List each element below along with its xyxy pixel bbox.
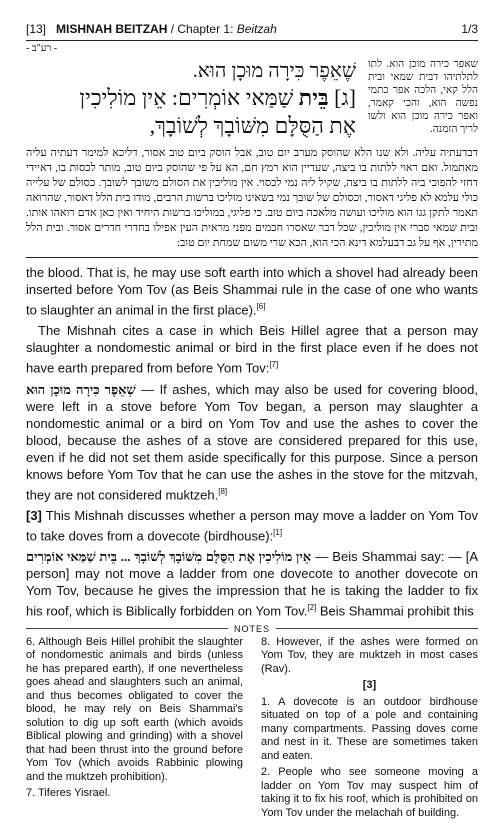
header-chapter: / Chapter 1: bbox=[170, 22, 237, 36]
footnote-ref: [6] bbox=[256, 302, 266, 311]
header-tractate: Beitzah bbox=[236, 22, 277, 36]
notes-section-label: [3] bbox=[362, 679, 377, 692]
hebrew-side-commentary: שאפר כירה מוכן הוא. לתו לתלתיהו דבית שמאי ובית הלל קאי, הלכה אפר כתמי נפשה הוא, והכי קאמר, ואפר כירה מוכן הוא ולשו לריך הזמנה. bbox=[368, 59, 478, 135]
note-1: 1. A dovecote is an outdoor birdhouse situated on top of a pole and containing many compartments. Passing doves come and nest in it. These are sometimes taken and eaten. bbox=[261, 695, 478, 762]
english-paragraph bbox=[26, 322, 478, 376]
rav-label: - רע"ב - bbox=[26, 43, 58, 54]
hebrew-commentary: דבדעתיה עליה. ולא שנו הלא שהוסק מערב יום טוב, אבל הוסק ביום טוב אסור, דליכא למימר דעתיה עליה מאתמול. ואם ראוי ללתות בו ביצה, שעדיין הוא רמץ חם, הא על פי שהוסק ביום טוב, מותר לכסות בו, דאיידי דחזי להפוכי ביה ללתות בו ביצה, שקיל ליה נמי לכסוי. אין מוליכין את הסולם משובך לשובך. כסולם של עלייה כולי עלמא לא פליגי דאסור, וכסולם של שובך נמי בשאינו מוליכו ברשות הרבים, מודו בית הלל דאסור, שהרואה תאמר לתקן גגו הוא מוליכו ועושה מלאכה ביום טוב. כי פליגי, במוליכו ברשות היחיד ואין כאן אדם רואהו אותו. ובית שמאי סברי אין מוליכין, שכל דבר שאסרו חכמים מפני מראית העין אפילו בחדרי חדרים אסור. ובית הלל מתירין, אף על גב דבעלמא דינא הכי הוא, הכא שרי משום שמחת יום טוב: bbox=[26, 146, 478, 258]
english-text: This Mishnah discusses whether a person may move a ladder on Yom Tov to take doves from a dovecote (birdhouse): bbox=[26, 507, 478, 544]
section-label: [3] bbox=[26, 507, 42, 523]
mishnah-line-1: שֶׁאֵפֶר כִּירָה מוּכָן הוּא. bbox=[192, 60, 356, 82]
mishnah-bold-word: בֵּית bbox=[298, 85, 329, 110]
note-8: 8. However, if the ashes were formed on Yom Tov, they are muktzeh in most cases (Rav). bbox=[261, 635, 478, 675]
mishnah-label: [ג] bbox=[334, 85, 356, 110]
mishnah-line-3: אֶת הַסֻּלָּם מִשּׁוֹבָךְ לְשׁוֹבָךְ, bbox=[149, 113, 356, 138]
notes-label: NOTES bbox=[234, 623, 271, 634]
english-paragraph bbox=[26, 507, 478, 544]
hebrew-lemma: אֵין מוֹלִיכִין אֶת הַסֻּלָּם מִשּׁוֹבָךְ לְשׁוֹבָךְ ... בֵּית שַׁמַּאי אוֹמְרִים bbox=[26, 549, 312, 565]
folio-number: 1/3 bbox=[461, 22, 478, 36]
english-paragraph bbox=[26, 548, 478, 619]
divider bbox=[276, 628, 478, 629]
note-2: 2. People who see someone moving a ladder on Yom Tov may suspect him of taking it to fix his roof, which is prohibited on Yom Tov under the melachah of building. bbox=[261, 766, 478, 819]
page-number: [13] bbox=[26, 22, 47, 36]
mishnah-line-2-rest: שַׁמַּאי אוֹמְרִים: אֵין מוֹלִיכִין bbox=[79, 85, 294, 110]
hebrew-lemma: שְׁאֵפֶר כִּירָה מוּכָן הוּא bbox=[26, 381, 136, 397]
footnote-ref: [7] bbox=[269, 360, 279, 370]
header-title: MISHNAH BEITZAH bbox=[56, 22, 168, 36]
note-7: 7. Tiferes Yisrael. bbox=[26, 787, 111, 800]
footnote-ref: [2] bbox=[307, 603, 317, 613]
english-text: the blood. That is, he may use soft earth into which a shovel had already been inserted before Yom Tov (as Beis Shammai rule in the case of one who wants to slaughter an animal in the first place). bbox=[26, 265, 478, 318]
notes-column-left bbox=[26, 636, 243, 823]
english-paragraph bbox=[26, 381, 478, 503]
hebrew-mishnah-text bbox=[26, 58, 356, 140]
english-text: Beis Shammai prohibit this bbox=[316, 603, 474, 619]
footnote-ref: [1] bbox=[273, 527, 283, 537]
page-header bbox=[26, 22, 478, 41]
notes-separator bbox=[26, 624, 478, 634]
page bbox=[26, 22, 478, 823]
header-left bbox=[26, 22, 277, 36]
english-text: — Beis Shammai say: — [A person] may not move a ladder from one dovecote to another dovecote on Yom Tov, because he gives the impression that he is taking the ladder to fix his roof, which is Biblically forbidden on Yom Tov. bbox=[26, 549, 478, 619]
note-6: 6. Although Beis Hillel prohibit the slaughter of nondomestic animals and birds (unless he has prepared earth), if one nevertheless goes ahead and slaughters such an animal, and thus becomes obligated to cover the blood, he may rely on Beis Shammai's solution to dig up soft earth (which avoids Biblical plowing and grinding) with a shovel that had been thrust into the ground before Yom Tov (which avoids Rabbinic plowing and the muktzeh prohibition). bbox=[26, 635, 243, 783]
english-translation bbox=[26, 264, 478, 620]
hebrew-mishnah-block bbox=[26, 58, 478, 140]
notes-section bbox=[26, 636, 478, 823]
divider bbox=[26, 628, 228, 629]
english-text: — If ashes, which may also be used for covering blood, were left in a stove before Yom Tov began, a person may slaughter a nondomestic animal or a bird on Yom Tov and use the ashes to cover the blood, because the ashes of a stove are considered prepared for this use, even if he did not set them aside specifically for this purpose. Since a person knows before Yom Tov that he can use the ashes in the stove for the mitzvah, they are not considered muktzeh. bbox=[26, 381, 478, 502]
mishnah-line-2 bbox=[26, 84, 356, 112]
footnote-ref: [8] bbox=[218, 486, 228, 496]
english-paragraph bbox=[26, 264, 478, 318]
notes-column-right bbox=[261, 636, 478, 823]
english-text: The Mishnah cites a case in which Beis Hillel agree that a person may slaughter a nondomestic animal or bird in the first place even if he does not have earth prepared from before Yom Tov: bbox=[26, 323, 478, 376]
